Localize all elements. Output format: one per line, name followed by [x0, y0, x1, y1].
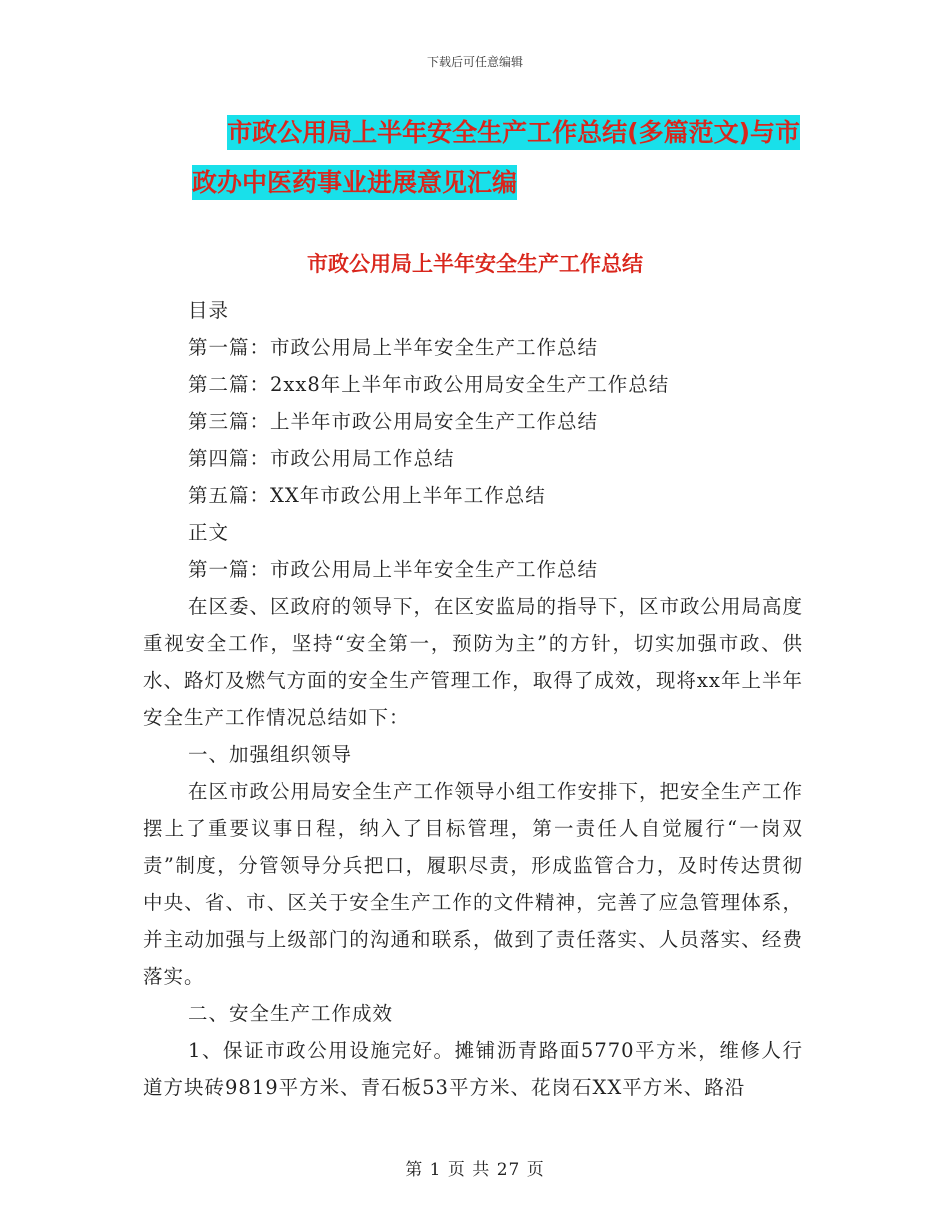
document-body: [143, 292, 803, 1106]
document-title-line-2: 政办中医药事业进展意见汇编: [140, 158, 810, 208]
document-title-line-1: 市政公用局上半年安全生产工作总结(多篇范文)与市: [140, 108, 810, 158]
toc-item: 第二篇：2xx8年上半年市政公用局安全生产工作总结: [188, 373, 670, 396]
intro-paragraph: 在区委、区政府的领导下，在区安监局的指导下，区市政公用局高度重视安全工作，坚持“安全第一，预防为主”的方针，切实加强市政、供水、路灯及燃气方面的安全生产管理工作，取得了成效，现将xx年上半年安全生产工作情况总结如下：: [143, 595, 804, 729]
article-title: 第一篇：市政公用局上半年安全生产工作总结: [188, 558, 599, 581]
paragraph-organization: 在区市政公用局安全生产工作领导小组工作安排下，把安全生产工作摆上了重要议事日程，纳入了目标管理，第一责任人自觉履行“一岗双责”制度，分管领导分兵把口，履职尽责，形成监管合力，及时传达贯彻中央、省、市、区关于安全生产工作的文件精神，完善了应急管理体系，并主动加强与上级部门的沟通和联系，做到了责任落实、人员落实、经费落实。: [143, 780, 804, 988]
toc-item: 第三篇：上半年市政公用局安全生产工作总结: [188, 410, 599, 433]
body-section-label: 正文: [188, 521, 230, 544]
heading-results: 二、安全生产工作成效: [188, 1002, 394, 1025]
document-title: [140, 108, 810, 208]
toc-heading: 目录: [188, 299, 230, 322]
page-footer-pagination: 第 1 页 共 27 页: [405, 1160, 545, 1180]
toc-item: 第一篇：市政公用局上半年安全生产工作总结: [188, 336, 599, 359]
toc-item: 第五篇：XX年市政公用上半年工作总结: [188, 484, 546, 507]
page-header-note: 下载后可任意编辑: [426, 55, 523, 69]
paragraph-results: 1、保证市政公用设施完好。摊铺沥青路面5770平方米，维修人行道方块砖9819平方米、青石板53平方米、花岗石XX平方米、路沿: [143, 1039, 803, 1099]
section-title: 市政公用局上半年安全生产工作总结: [307, 252, 643, 276]
toc-item: 第四篇：市政公用局工作总结: [188, 447, 455, 470]
heading-organization: 一、加强组织领导: [188, 743, 353, 766]
